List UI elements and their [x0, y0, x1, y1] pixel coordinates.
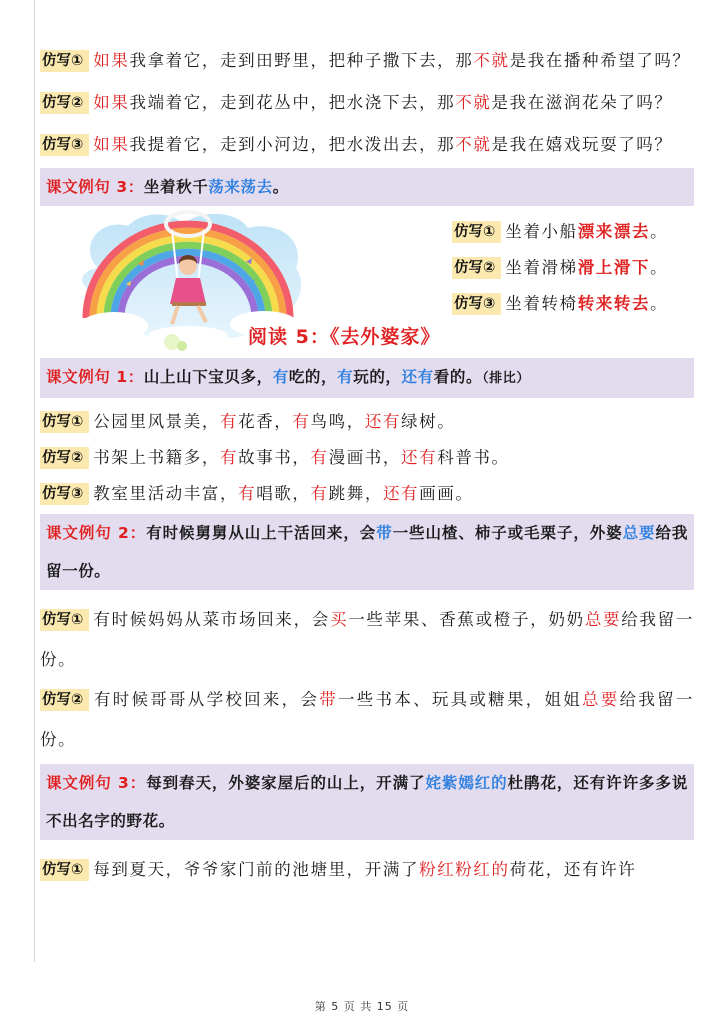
highlight-red: 带 — [319, 690, 338, 709]
example-label: 课文例句 3： — [46, 178, 144, 196]
sentence-text: 是我在嬉戏玩耍了吗？ — [491, 135, 673, 154]
sentence-text: 花香， — [238, 412, 293, 431]
sentence-text: 唱歌， — [256, 484, 311, 503]
highlight-red: 还有 — [382, 484, 420, 503]
highlight-red: 不就 — [455, 93, 492, 112]
imitation-tag: 仿写① — [40, 609, 89, 631]
highlight-red: 不就 — [473, 51, 510, 70]
imitation-tag: 仿写② — [40, 689, 89, 711]
reading-title: 阅读 5：《去外婆家》 — [248, 326, 441, 348]
highlight-red: 还有 — [401, 448, 438, 467]
highlight-blue: 有 — [337, 368, 354, 386]
highlight-red: 漂来漂去 — [577, 222, 651, 241]
imitation-sentence-1 — [40, 850, 694, 890]
example-text: 每到春天，外婆家屋后的山上，开满了 — [146, 774, 426, 792]
imitation-tag: 仿写① — [40, 859, 89, 881]
highlight-red: 有 — [238, 484, 257, 503]
sentence-text: 一些苹果、香蕉或橙子，奶奶 — [348, 610, 585, 629]
imitation-sentence-1 — [40, 40, 694, 82]
highlight-red: 总要 — [582, 690, 620, 709]
sentence-text: 坐着转椅 — [505, 294, 578, 313]
imitation-tag: 仿写① — [452, 221, 501, 243]
page-content — [40, 40, 694, 890]
sentence-text: 我端着它，走到花丛中，把水浇下去，那 — [129, 93, 456, 112]
sentence-text: 坐着滑梯 — [505, 258, 578, 277]
highlight-red: 如果 — [93, 93, 130, 112]
page-footer: 第 5 页 共 15 页 — [314, 1000, 410, 1013]
example-sentence-band — [40, 764, 694, 840]
imitation-sentence-3 — [40, 476, 694, 512]
highlight-red: 如果 — [93, 51, 130, 70]
example-note: （排比） — [482, 371, 530, 386]
imitation-tag: 仿写① — [40, 411, 89, 433]
example-sentence-band — [40, 358, 694, 398]
sentence-text: 是我在滋润花朵了吗？ — [491, 93, 673, 112]
highlight-red: 转来转去 — [577, 294, 651, 313]
highlight-red: 如果 — [93, 135, 130, 154]
sentence-text: 公园里风景美， — [93, 412, 220, 431]
sentence-text: 画画。 — [419, 484, 474, 503]
sentence-text: 故事书， — [238, 448, 311, 467]
example-sentence-band — [40, 514, 694, 590]
example-text: 有时候舅舅从山上干活回来，会 — [146, 524, 377, 542]
sentence-text: 鸟鸣， — [310, 412, 365, 431]
sentence-text: 书架上书籍多， — [93, 448, 220, 467]
example-text: 杜鹃花，还有许许多多说不出名字的野花。 — [46, 774, 688, 830]
imitation-sentence-2 — [40, 82, 694, 124]
sentence-text: 我提着它，走到小河边，把水泼出去，那 — [129, 135, 456, 154]
imitation-tag: 仿写① — [40, 50, 89, 72]
example-text: 山上山下宝贝多， — [143, 368, 273, 386]
highlight-red: 还有 — [364, 412, 402, 431]
example-text: 玩的， — [353, 368, 402, 386]
highlight-red: 有 — [292, 412, 311, 431]
imitation-sentence-1 — [452, 214, 702, 250]
imitation-tag: 仿写③ — [452, 293, 501, 315]
imitation-tag: 仿写② — [40, 92, 89, 114]
highlight-red: 有 — [310, 448, 329, 467]
sentence-text: 给我留一份。 — [40, 690, 694, 749]
example-text: 看的。 — [433, 368, 483, 386]
example-text: 。 — [272, 178, 289, 196]
highlight-red: 滑上滑下 — [577, 258, 651, 277]
highlight-blue: 有 — [272, 368, 289, 386]
imitation-sentence-3 — [452, 286, 702, 322]
sentence-text: 绿树。 — [401, 412, 456, 431]
imitation-sentence-2 — [40, 680, 694, 760]
highlight-blue: 带 — [376, 524, 393, 542]
highlight-blue: 还有 — [401, 368, 434, 386]
sentence-text: 荷花，还有许许 — [509, 860, 637, 879]
page-margin-rule — [34, 0, 35, 962]
example-label: 课文例句 2： — [46, 524, 147, 542]
sentence-text: 给我留一份。 — [40, 610, 694, 669]
sentence-text: 教室里活动丰富， — [93, 484, 239, 503]
sentence-text: 有时候哥哥从学校回来，会 — [93, 690, 320, 709]
sentence-text: 。 — [650, 294, 669, 313]
sentence-text: 坐着小船 — [505, 222, 578, 241]
example-label: 课文例句 1： — [46, 368, 144, 386]
highlight-red: 有 — [219, 412, 239, 431]
imitation-sentence-1 — [40, 404, 694, 440]
example-sentence-band — [40, 168, 694, 206]
highlight-red: 总要 — [584, 610, 622, 629]
highlight-red: 不就 — [455, 135, 492, 154]
imitation-tag: 仿写③ — [40, 483, 89, 505]
highlight-blue: 姹紫嫣红的 — [425, 774, 508, 792]
sentence-text: 一些书本、玩具或糖果，姐姐 — [338, 690, 583, 709]
highlight-red: 粉红粉红的 — [419, 860, 510, 879]
imitation-sentence-1 — [40, 600, 694, 680]
sentence-text: 我拿着它，走到田野里，把种子撒下去，那 — [129, 51, 474, 70]
sentence-text: 。 — [650, 222, 669, 241]
sentence-text: 每到夏天，爷爷家门前的池塘里，开满了 — [93, 860, 420, 879]
sentence-text: 有时候妈妈从菜市场回来，会 — [93, 610, 331, 629]
imitation-sentence-2 — [452, 250, 702, 286]
example-text: 一些山楂、柿子或毛栗子，外婆 — [392, 524, 623, 542]
highlight-red: 买 — [330, 610, 349, 629]
swing-imitation-list — [452, 214, 702, 322]
example-label: 课文例句 3： — [46, 774, 147, 792]
imitation-sentence-2 — [40, 440, 694, 476]
highlight-blue: 总要 — [622, 524, 656, 542]
example-text: 给我留一份。 — [46, 524, 689, 580]
example-text: 吃的， — [288, 368, 338, 386]
sentence-text: 科普书。 — [437, 448, 510, 467]
imitation-tag: 仿写② — [452, 257, 501, 279]
sentence-text: 是我在播种希望了吗？ — [509, 51, 691, 70]
sentence-text: 。 — [650, 258, 669, 277]
imitation-tag: 仿写② — [40, 447, 89, 469]
highlight-red: 有 — [219, 448, 239, 467]
highlight-red: 有 — [310, 484, 329, 503]
sentence-text: 漫画书， — [328, 448, 402, 467]
illustration-section — [40, 206, 694, 354]
imitation-tag: 仿写③ — [40, 134, 89, 156]
imitation-sentence-3 — [40, 124, 694, 166]
sentence-text: 跳舞， — [328, 484, 383, 503]
example-text: 坐着秋千 — [143, 178, 209, 196]
highlight-blue: 荡来荡去 — [208, 178, 273, 196]
